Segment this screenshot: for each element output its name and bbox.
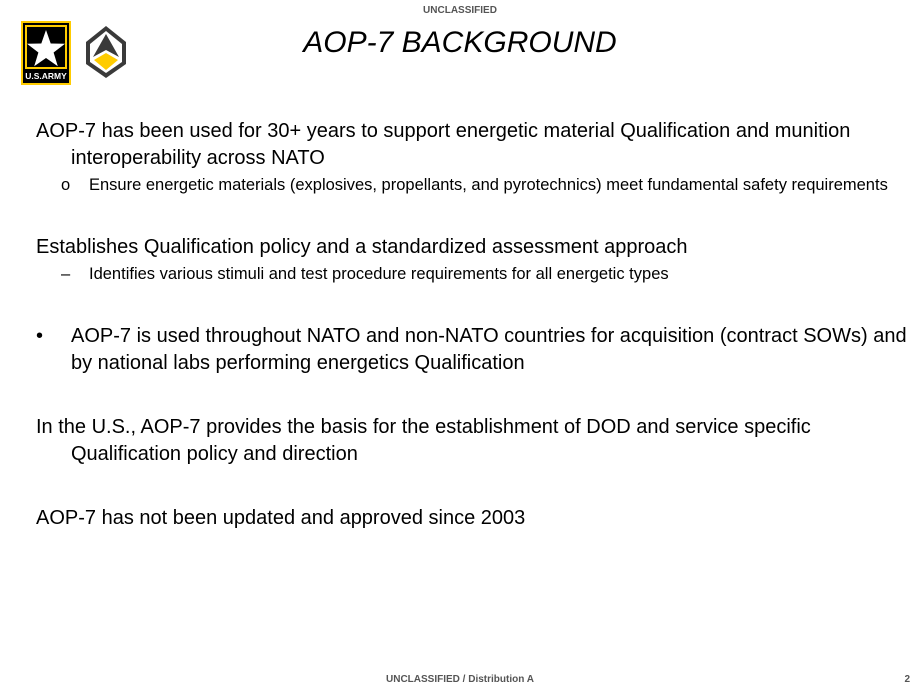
paragraph-2: Establishes Qualification policy and a standardized assessment approach (36, 236, 688, 258)
circle-bullet-icon: o (61, 176, 71, 194)
sub-bullet-1 (36, 173, 908, 197)
slide-body (36, 118, 908, 532)
paragraph-1: AOP-7 has been used for 30+ years to support energetic material Qualification and munition interoperability across NATO (36, 120, 851, 169)
page-number: 2 (904, 674, 910, 685)
bottom-classification-banner: UNCLASSIFIED / Distribution A (386, 674, 534, 685)
paragraph-3 (36, 323, 908, 377)
sub-bullet-1-text: Ensure energetic materials (explosives, propellants, and pyrotechnics) meet fundamental safety requirements (89, 176, 888, 194)
sub-bullet-2 (36, 262, 908, 286)
top-classification-banner: UNCLASSIFIED (423, 5, 497, 16)
bullet-icon: • (36, 325, 44, 347)
paragraph-3-text: AOP-7 is used throughout NATO and non-NATO countries for acquisition (contract SOWs) and by national labs performing energetics Qualification (71, 325, 907, 374)
slide-title: AOP-7 BACKGROUND (303, 26, 617, 59)
dash-bullet-icon: – (61, 265, 71, 283)
sub-bullet-2-text: Identifies various stimuli and test procedure requirements for all energetic types (89, 265, 669, 283)
us-army-logo-text: U.S.ARMY (25, 71, 67, 81)
paragraph-5: AOP-7 has not been updated and approved since 2003 (36, 507, 526, 529)
paragraph-4: In the U.S., AOP-7 provides the basis for the establishment of DOD and service specific Qualification policy and direction (36, 416, 811, 465)
